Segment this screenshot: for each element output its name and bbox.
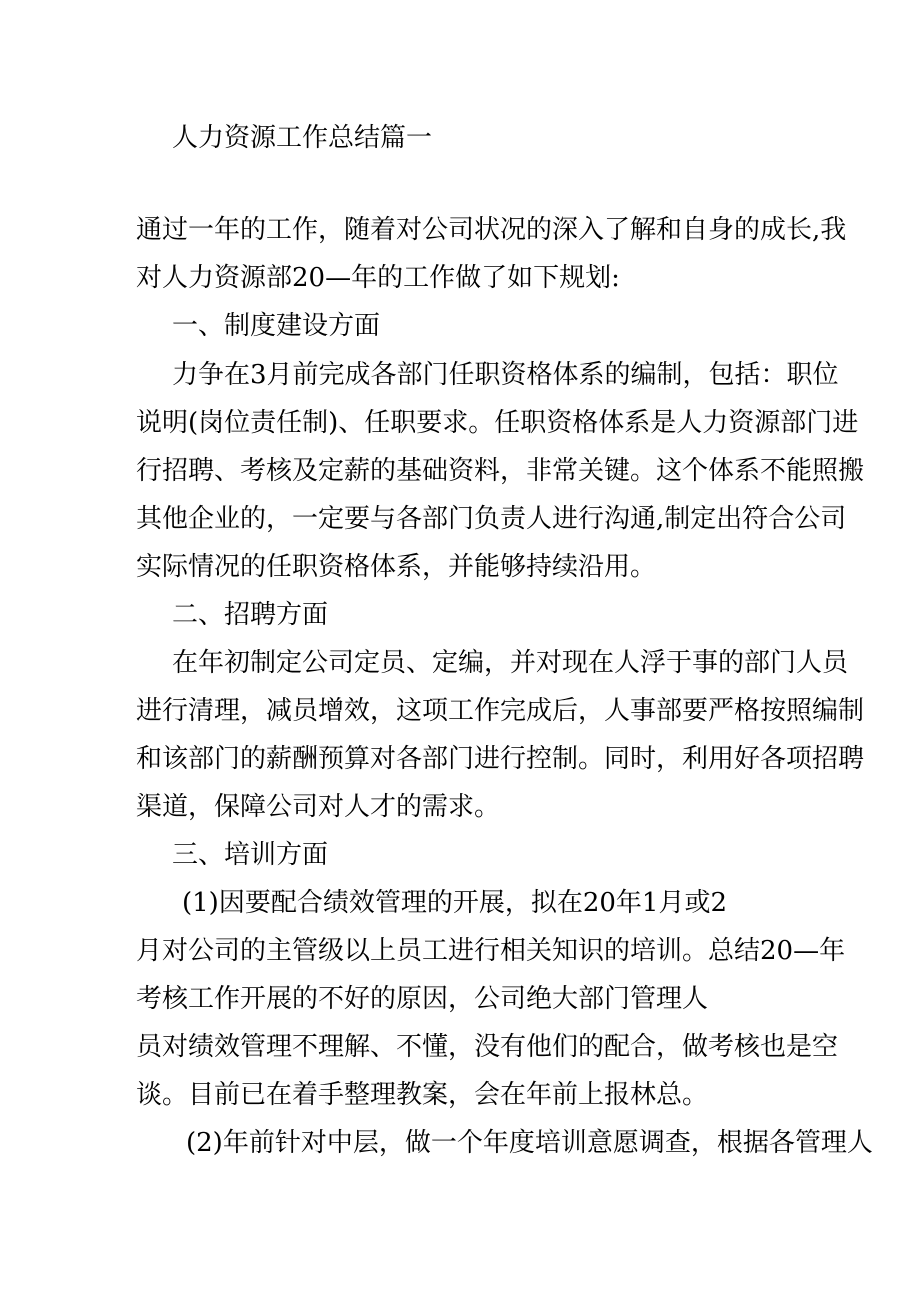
paragraph-line: 其他企业的，一定要与各部门负责人进行沟通,制定出符合公司 (136, 504, 847, 534)
paragraph-line: 通过一年的工作，随着对公司状况的深入了解和自身的成长,我 (136, 215, 847, 245)
paragraph-line: 实际情况的任职资格体系，并能够持续沿用。 (136, 552, 657, 582)
section-heading: 三、培训方面 (172, 840, 329, 870)
paragraph-line: 和该部门的薪酬预算对各部门进行控制。同时，利用好各项招聘 (136, 744, 865, 774)
section-heading: 一、制度建设方面 (172, 311, 381, 341)
paragraph-line: 进行清理，减员增效，这项工作完成后，人事部要严格按照编制 (136, 696, 865, 726)
paragraph-line: 谈。目前已在着手整理教案，会在年前上报林总。 (136, 1080, 709, 1110)
paragraph-line: 渠道，保障公司对人才的需求。 (136, 792, 501, 822)
section-heading: 二、招聘方面 (172, 600, 329, 630)
paragraph-line: 力争在3月前完成各部门任职资格体系的编制，包括：职位 (172, 360, 839, 390)
paragraph-line: (1)因要配合绩效管理的开展，拟在20年1月或2 (182, 888, 727, 918)
paragraph-line: (2)年前针对中层，做一个年度培训意愿调查，根据各管理人 (186, 1128, 873, 1158)
paragraph-line: 在年初制定公司定员、定编，并对现在人浮于事的部门人员 (172, 648, 849, 678)
paragraph-line: 员对绩效管理不理解、不懂，没有他们的配合，做考核也是空 (136, 1032, 839, 1062)
paragraph-line: 考核工作开展的不好的原因，公司绝大部门管理人 (136, 984, 709, 1014)
document-title: 人力资源工作总结篇一 (172, 123, 433, 153)
paragraph-line: 说明(岗位责任制)、任职要求。任职资格体系是人力资源部门进 (136, 408, 859, 438)
paragraph-line: 月对公司的主管级以上员工进行相关知识的培训。总结20—年 (136, 936, 846, 966)
paragraph-line: 行招聘、考核及定薪的基础资料，非常关键。这个体系不能照搬 (136, 456, 865, 486)
paragraph-line: 对人力资源部20—年的工作做了如下规划: (136, 263, 620, 293)
